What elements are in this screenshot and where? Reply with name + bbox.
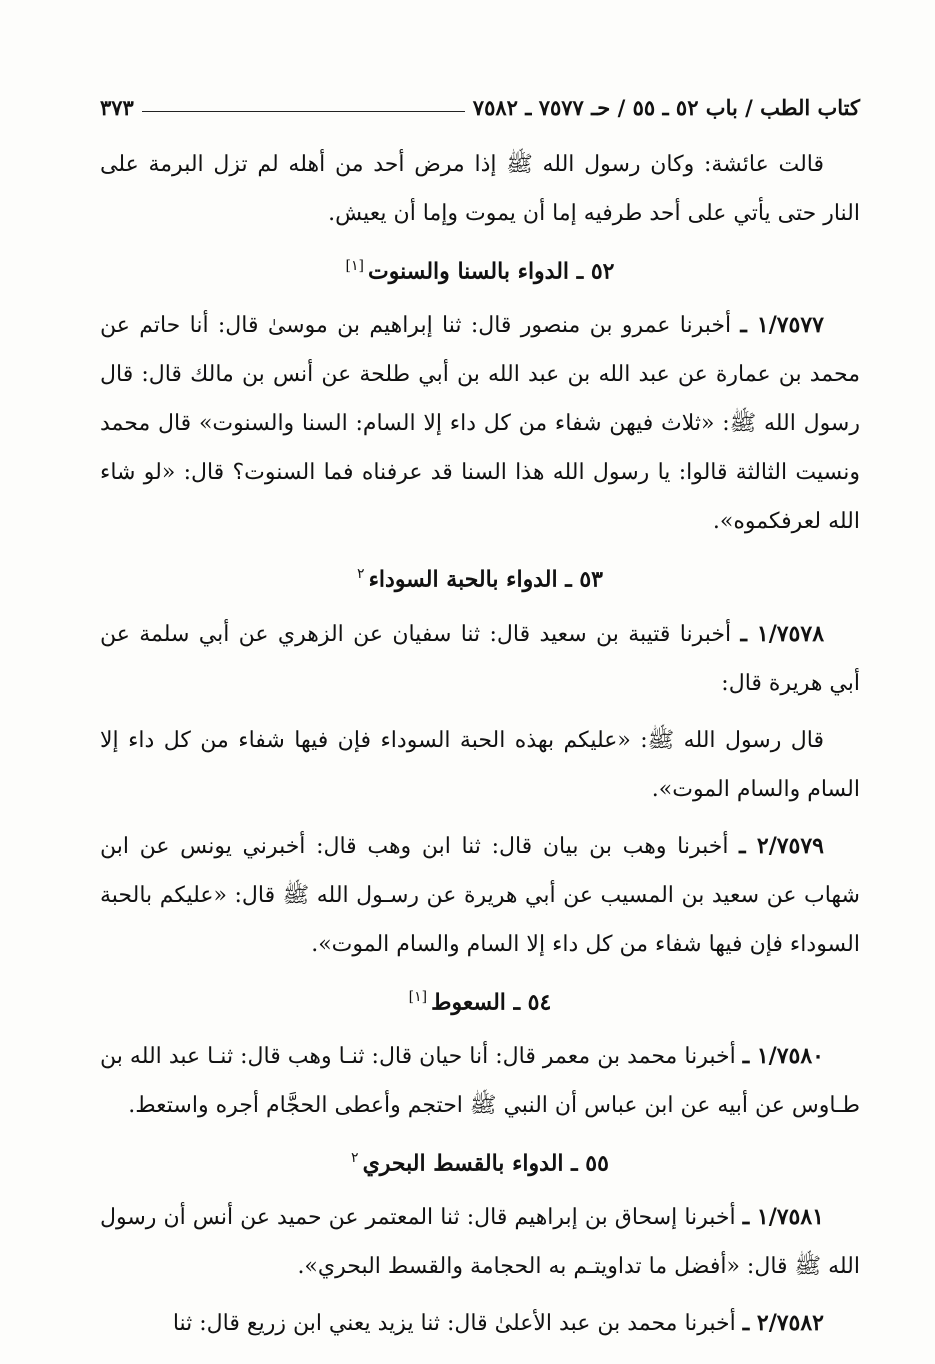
footnote-ref: ٢ bbox=[351, 1149, 359, 1166]
hadith-7580 bbox=[100, 1032, 860, 1130]
hadith-7582 bbox=[100, 1299, 860, 1348]
page-number: ٣٧٣ bbox=[100, 94, 134, 120]
hadith-7579 bbox=[100, 822, 860, 969]
intro-paragraph: قالت عائشة: وكان رسول الله ﷺ إذا مرض أحد من أهله لم تزل البرمة على النار حتى يأتي على أحد طرفيه إما أن يموت وإما أن يعيش. bbox=[100, 152, 860, 226]
hadith-number: ٢/٧٥٧٩ ـ bbox=[739, 832, 824, 859]
hadith-number: ١/٧٥٧٧ ـ bbox=[740, 312, 824, 339]
section-heading-54 bbox=[100, 977, 860, 1022]
hadith-number: ١/٧٥٧٨ ـ bbox=[740, 620, 825, 647]
hadith-text: أخبرنا إسحاق بن إبراهيم قال: ثنا المعتمر عن حميد عن أنس أن رسول الله ﷺ قال: «أفضل ما تداويتـم به الحجامة والقسط البحري». bbox=[100, 1205, 860, 1280]
footnote-ref: [١] bbox=[345, 258, 364, 274]
footnote-ref: ٢ bbox=[357, 566, 365, 583]
hadith-7578 bbox=[100, 610, 860, 708]
section-title: ٥٥ ـ الدواء بالقسط البحري bbox=[362, 1150, 609, 1177]
section-heading-55 bbox=[100, 1138, 860, 1183]
section-title: ٥٣ ـ الدواء بالحبة السوداء bbox=[368, 566, 603, 593]
hadith-7577 bbox=[100, 301, 860, 546]
section-heading-52 bbox=[100, 246, 860, 291]
hadith-number: ١/٧٥٨٠ ـ bbox=[742, 1042, 824, 1069]
hadith-text: أخبرنا محمد بن معمر قال: أنا حيان قال: ثنـا وهب قال: ثنـا عبد الله بن طـاوس عن أبيه عن ابن عباس أن النبي ﷺ احتجم وأعطى الحجَّام أجره واستعط. bbox=[100, 1043, 860, 1118]
section-heading-53 bbox=[100, 554, 860, 599]
page-body bbox=[100, 140, 860, 1356]
running-title: كتاب الطب / باب ٥٢ ـ ٥٥ / حـ ٧٥٧٧ ـ ٧٥٨٢ bbox=[472, 94, 860, 120]
hadith-text: قال رسول الله ﷺ: «عليكم بهذه الحبة السوداء فإن فيها شفاء من كل داء إلا السام والسام الموت». bbox=[100, 727, 860, 802]
hadith-number: ٢/٧٥٨٢ ـ bbox=[742, 1310, 824, 1337]
hadith-number: ١/٧٥٨١ ـ bbox=[742, 1204, 824, 1231]
hadith-7578-matn bbox=[100, 716, 860, 814]
page-header bbox=[100, 90, 860, 124]
hadith-7581 bbox=[100, 1193, 860, 1291]
hadith-text: أخبرنا قتيبة بن سعيد قال: ثنا سفيان عن الزهري عن أبي سلمة عن أبي هريرة قال: bbox=[100, 621, 860, 696]
hadith-text: أخبرنا عمرو بن منصور قال: ثنا إبراهيم بن موسىٰ قال: أنا حاتم عن محمد بن عمارة عن عبد الله بن عبد الله بن أبي طلحة عن أنس بن مالك قال: قال رسول الله ﷺ: «ثلاث فيهن شفاء من كل داء إلا السام: السنا والسنوت» قال محمد ونسيت الثالثة قالوا: يا رسول الله هذا السنا قد عرفناه فما السنوت؟ قال: «لو شاء الله لعرفكموه». bbox=[100, 313, 860, 535]
section-title: ٥٤ ـ السعوط bbox=[431, 988, 552, 1015]
hadith-text: أخبرنا محمد بن عبد الأعلىٰ قال: ثنا يزيد يعني ابن زريع قال: ثنا bbox=[172, 1311, 736, 1337]
header-rule bbox=[142, 111, 465, 112]
hadith-text: أخبرنا وهب بن بيان قال: ثنا ابن وهب قال: أخبرني يونس عن ابن شهاب عن سعيد بن المسيب عن أبي هريرة عن رسـول الله ﷺ قال: «عليكم بالحبة السوداء فإن فيها شفاء من كل داء إلا السام والسام الموت». bbox=[100, 833, 860, 957]
footnote-ref: [١] bbox=[408, 988, 428, 1005]
section-title: ٥٢ ـ الدواء بالسنا والسنوت bbox=[368, 258, 615, 285]
